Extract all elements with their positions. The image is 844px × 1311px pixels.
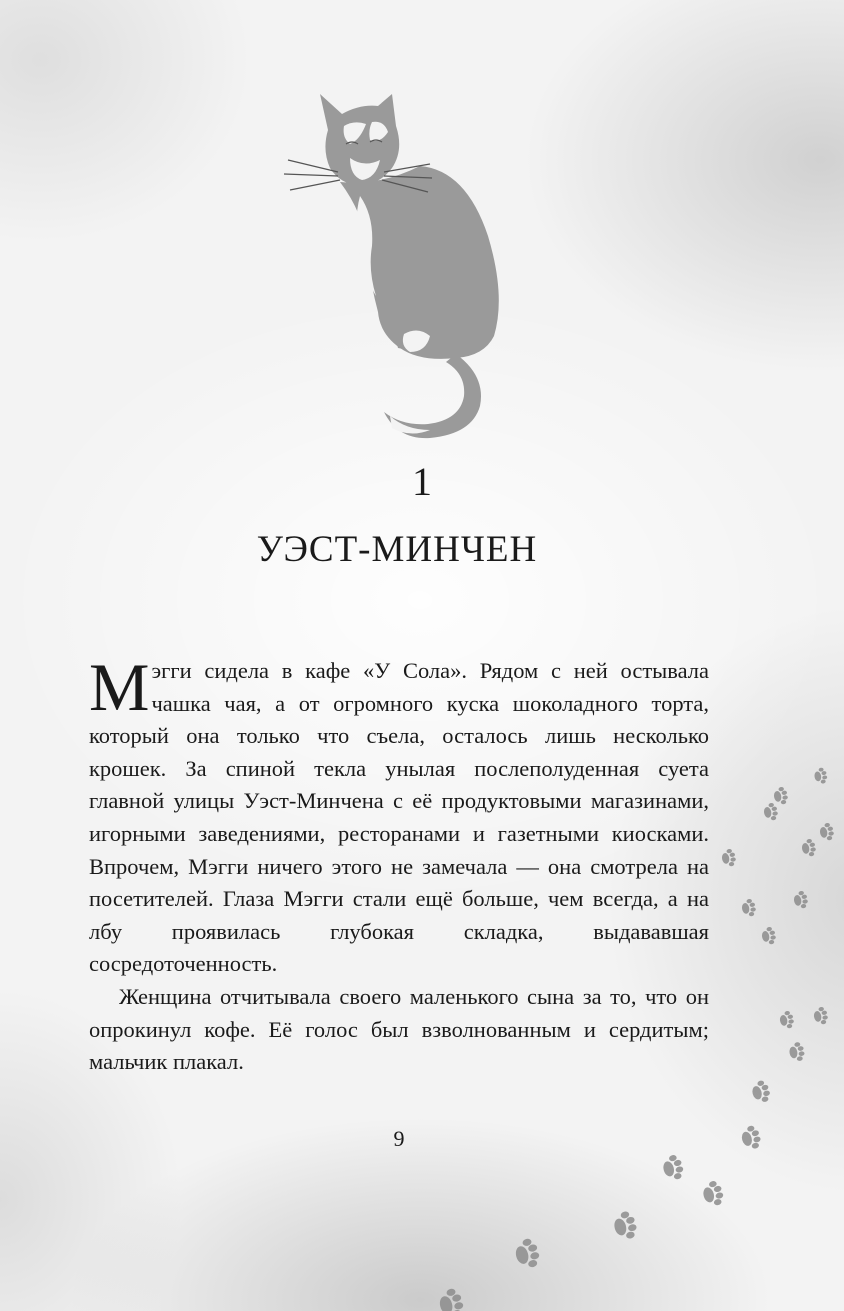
paragraph-1: [89, 649, 709, 981]
chapter-number: 1: [412, 459, 432, 504]
drop-cap: М: [89, 649, 150, 725]
chapter-title: УЭСТ-МИНЧЕН: [256, 529, 538, 570]
page-number: 9: [393, 1126, 405, 1151]
paragraph-1-text: эгги сидела в кафе «У Сола». Рядом с ней остывала чашка чая, а от огромного куска шоколадного торта, который она только что съела, осталось лишь несколько крошек. За спиной текла унылая послеполуденная суета главной улицы Уэст-Минчена с её продуктовыми магазинами, игорными заведениями, ресторанами и газетными киосками. Впрочем, Мэгги ничего этого не замечала — она смотрела на посетителей. Глаза Мэгги стали ещё больше, чем всегда, а на лбу проявилась глубокая складка, выдававшая сосредоточенность.: [89, 658, 709, 977]
cat-illustration: [280, 86, 530, 446]
paragraph-2: Женщина отчитывала своего маленького сына за то, что он опрокинул кофе. Её голос был взволнованным и сердитым; мальчик плакал.: [89, 983, 709, 1075]
body-text: [89, 649, 709, 1079]
